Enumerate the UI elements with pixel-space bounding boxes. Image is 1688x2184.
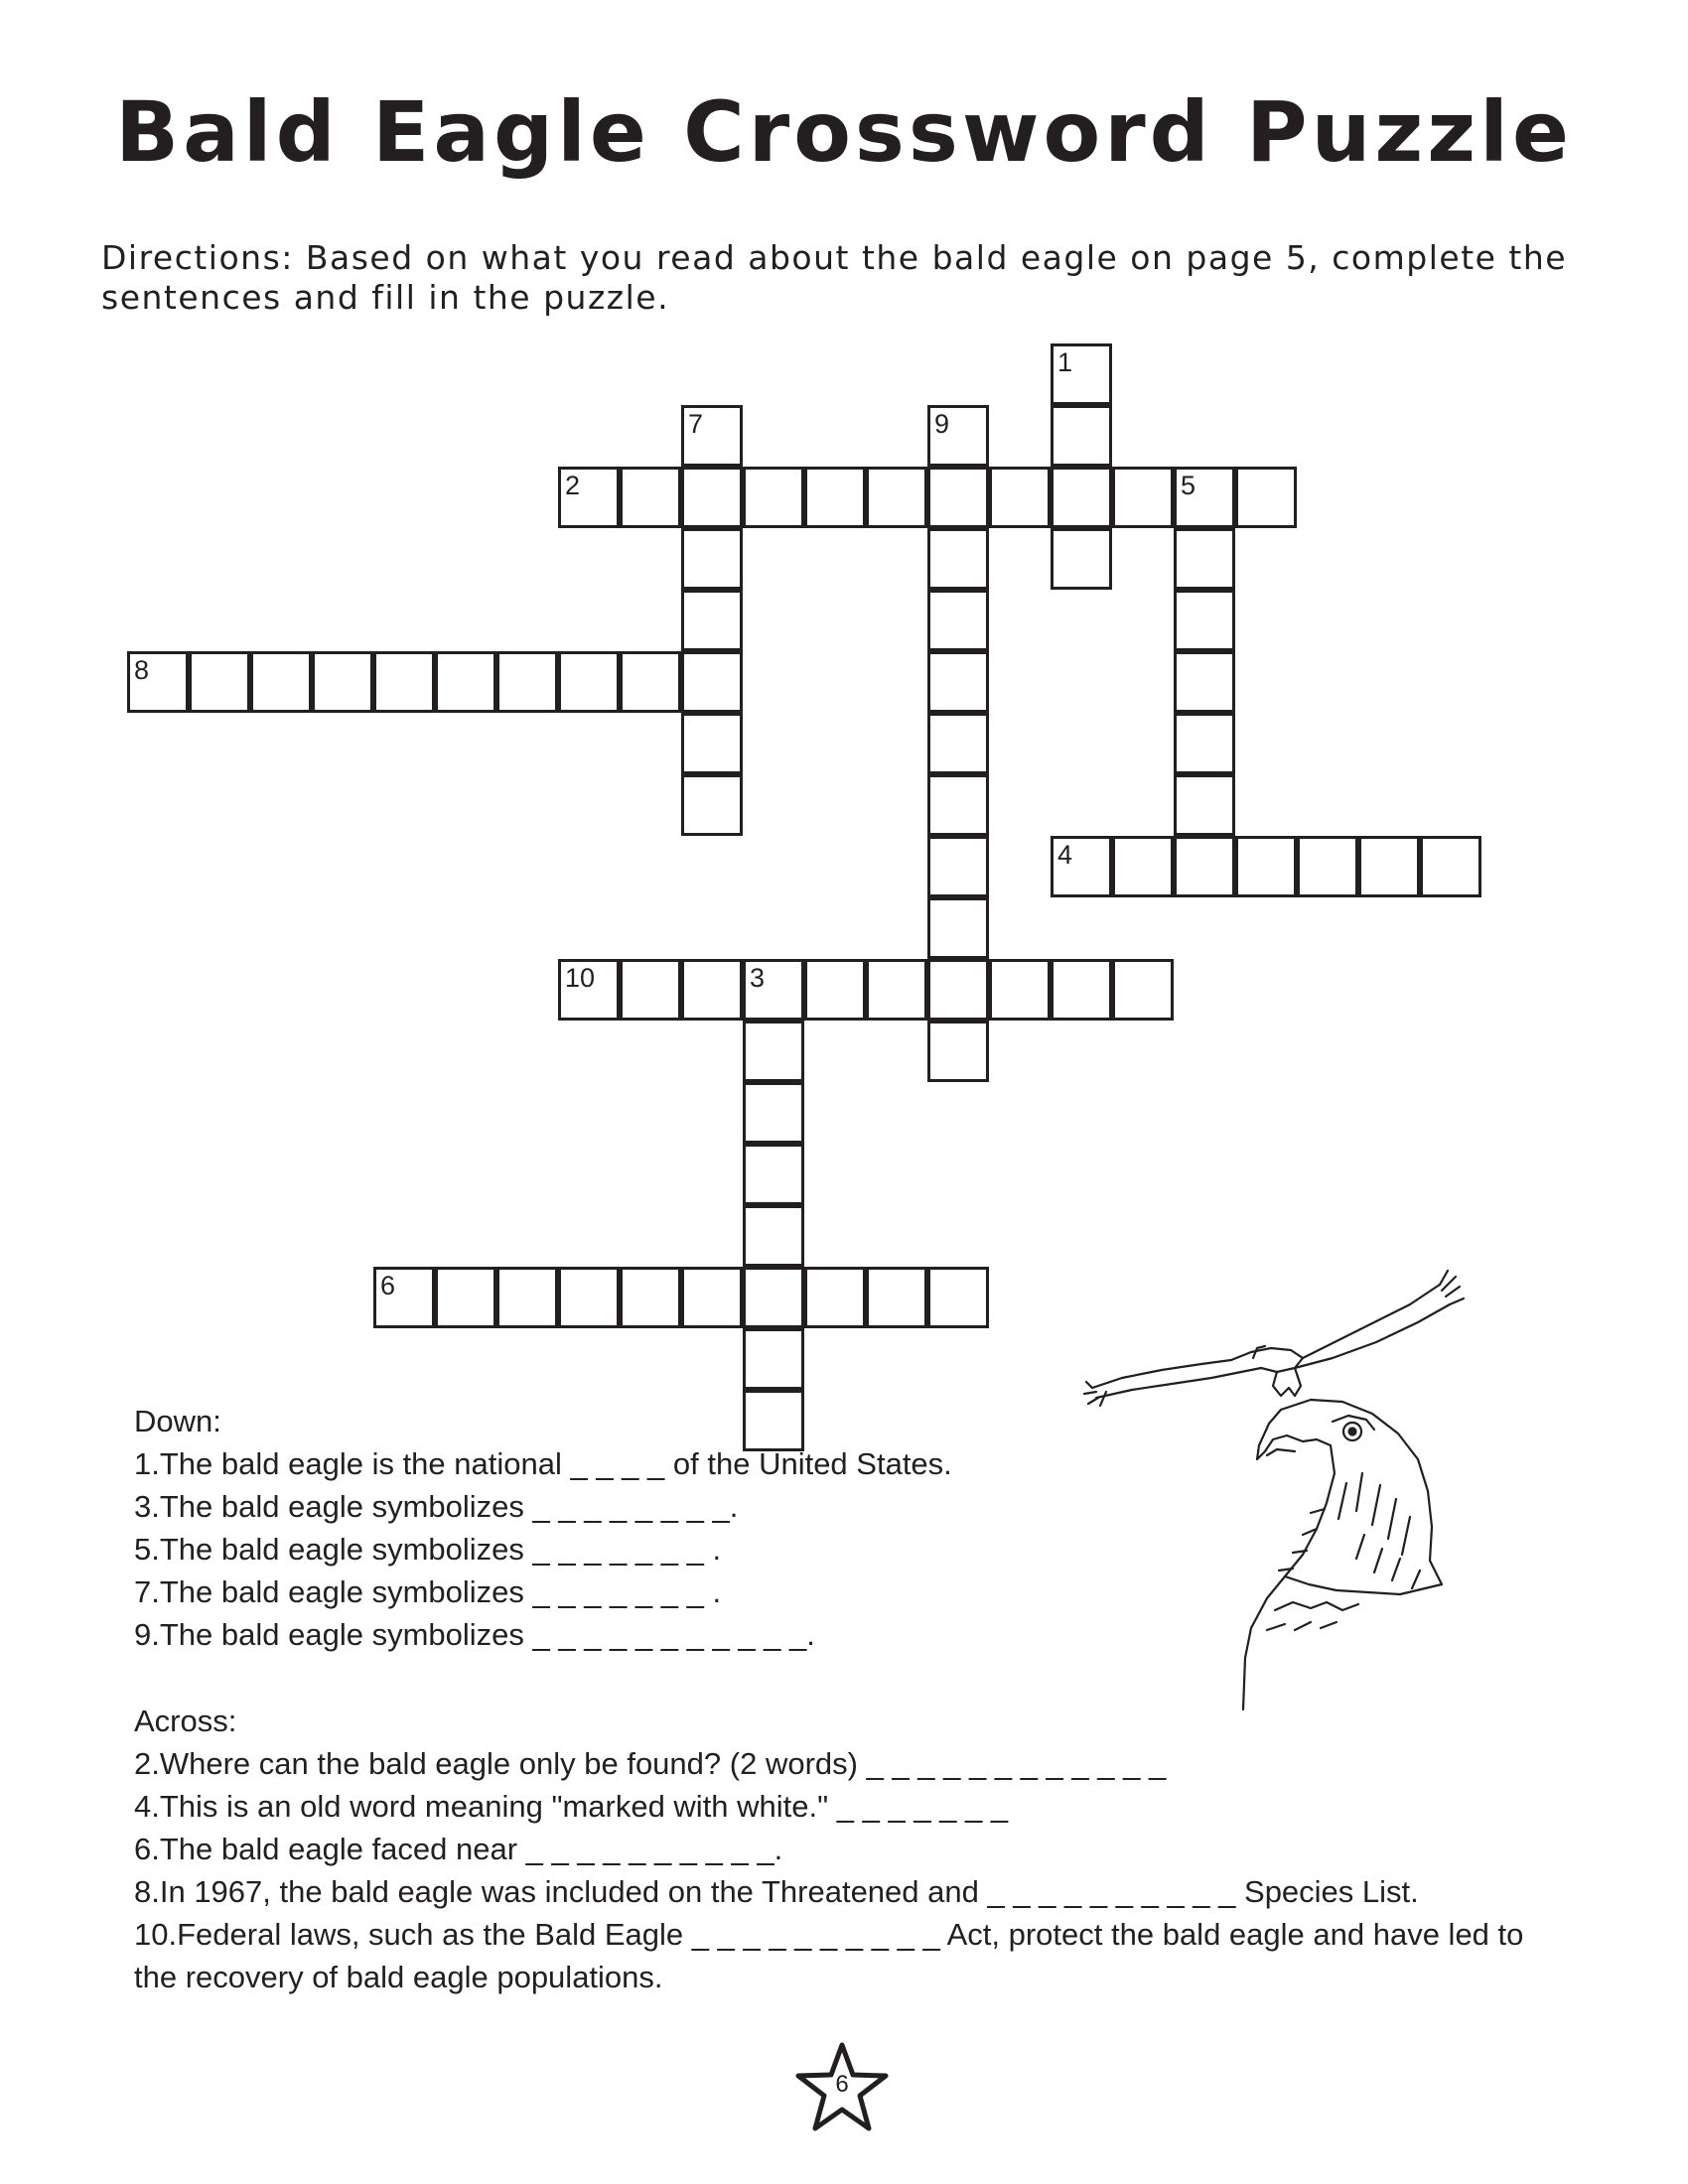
crossword-cell[interactable] <box>250 651 312 713</box>
crossword-cell[interactable] <box>373 651 435 713</box>
clue-number: 7 <box>688 409 704 439</box>
clue-number: 5 <box>1181 471 1196 500</box>
clue-number: 10 <box>565 963 596 993</box>
crossword-cell[interactable] <box>1297 836 1358 897</box>
across-clue-10: 10.Federal laws, such as the Bald Eagle _ _ _ _ _ _ _ _ _ _ Act, protect the bald eagle and have led to the recovery of bald eagle populations. <box>134 1917 1524 1994</box>
crossword-cell[interactable] <box>558 651 620 713</box>
crossword-cell[interactable] <box>743 1267 804 1328</box>
down-clue-9: 9.The bald eagle symbolizes _ _ _ _ _ _ _ _ _ _ _. <box>134 1617 815 1652</box>
down-clue-5: 5.The bald eagle symbolizes _ _ _ _ _ _ _ . <box>134 1532 722 1567</box>
crossword-cell[interactable] <box>1051 467 1112 528</box>
clue-number: 2 <box>565 471 581 500</box>
across-clue-8: 8.In 1967, the bald eagle was included on the Threatened and _ _ _ _ _ _ _ _ _ _ Species List. <box>134 1874 1419 1909</box>
crossword-cell[interactable] <box>743 467 804 528</box>
crossword-cell[interactable] <box>558 1267 620 1328</box>
crossword-cell[interactable] <box>681 651 743 713</box>
crossword-cell[interactable] <box>743 1328 804 1390</box>
crossword-cell[interactable] <box>927 1021 989 1082</box>
clue-number: 8 <box>134 655 150 685</box>
bald-eagle-drawing-icon <box>1082 1261 1499 1717</box>
crossword-cell[interactable] <box>620 467 681 528</box>
crossword-cell[interactable] <box>558 959 620 1021</box>
crossword-cell[interactable] <box>927 897 989 959</box>
crossword-cell[interactable] <box>927 836 989 897</box>
crossword-cell[interactable] <box>620 651 681 713</box>
crossword-cell[interactable] <box>620 1267 681 1328</box>
directions-text: Directions: Based on what you read about the bald eagle on page 5, complete the sentences and fill in the puzzle. <box>101 238 1568 317</box>
crossword-cell[interactable] <box>804 959 866 1021</box>
down-clue-1: 1.The bald eagle is the national _ _ _ _ of the United States. <box>134 1446 952 1481</box>
crossword-cell[interactable] <box>927 959 989 1021</box>
crossword-cell[interactable] <box>989 959 1051 1021</box>
crossword-cell[interactable] <box>1358 836 1420 897</box>
crossword-cell[interactable] <box>1051 959 1112 1021</box>
crossword-cell[interactable] <box>681 528 743 590</box>
flying-eagle-icon <box>1084 1271 1464 1406</box>
crossword-cell[interactable] <box>1420 836 1481 897</box>
crossword-cell[interactable] <box>1174 528 1235 590</box>
crossword-cell[interactable] <box>435 1267 496 1328</box>
crossword-cell[interactable] <box>1174 836 1235 897</box>
across-clue-2: 2.Where can the bald eagle only be found? (2 words) _ _ _ _ _ _ _ _ _ _ _ _ <box>134 1746 1167 1781</box>
crossword-cell[interactable] <box>743 1144 804 1205</box>
crossword-cell[interactable] <box>681 405 743 467</box>
crossword-cell[interactable] <box>681 590 743 651</box>
crossword-cell[interactable] <box>1112 836 1174 897</box>
crossword-cell[interactable] <box>804 467 866 528</box>
crossword-cell[interactable] <box>681 713 743 774</box>
clue-number: 3 <box>750 963 766 993</box>
across-heading: Across: <box>134 1704 237 1738</box>
crossword-cell[interactable] <box>620 959 681 1021</box>
page-number: 6 <box>835 2071 849 2098</box>
crossword-cell[interactable] <box>1051 405 1112 467</box>
crossword-cell[interactable] <box>927 405 989 467</box>
crossword-cell[interactable] <box>927 774 989 836</box>
crossword-cell[interactable] <box>866 1267 927 1328</box>
across-clue-6: 6.The bald eagle faced near _ _ _ _ _ _ _ _ _ _. <box>134 1832 783 1866</box>
crossword-cell[interactable] <box>558 467 620 528</box>
crossword-cell[interactable] <box>1174 774 1235 836</box>
crossword-cell[interactable] <box>927 590 989 651</box>
crossword-cell[interactable] <box>373 1267 435 1328</box>
crossword-cell[interactable] <box>743 1205 804 1267</box>
down-clue-7: 7.The bald eagle symbolizes _ _ _ _ _ _ _ . <box>134 1574 722 1609</box>
crossword-cell[interactable] <box>804 1267 866 1328</box>
crossword-cell[interactable] <box>743 1021 804 1082</box>
crossword-cell[interactable] <box>189 651 250 713</box>
crossword-cell[interactable] <box>1174 713 1235 774</box>
crossword-cell[interactable] <box>927 651 989 713</box>
crossword-cell[interactable] <box>989 467 1051 528</box>
crossword-cell[interactable] <box>927 713 989 774</box>
crossword-cell[interactable] <box>1235 467 1297 528</box>
crossword-cell[interactable] <box>927 1267 989 1328</box>
crossword-cell[interactable] <box>312 651 373 713</box>
crossword-cell[interactable] <box>681 774 743 836</box>
crossword-cell[interactable] <box>1174 590 1235 651</box>
clue-number: 4 <box>1057 840 1073 870</box>
across-clues <box>134 1700 1544 1998</box>
crossword-cell[interactable] <box>1051 343 1112 405</box>
down-clue-3: 3.The bald eagle symbolizes _ _ _ _ _ _ _ _. <box>134 1489 739 1524</box>
crossword-cell[interactable] <box>496 1267 558 1328</box>
crossword-cell[interactable] <box>496 651 558 713</box>
crossword-cell[interactable] <box>1112 959 1174 1021</box>
crossword-cell[interactable] <box>681 959 743 1021</box>
clue-number: 1 <box>1057 347 1073 377</box>
crossword-cell[interactable] <box>1112 467 1174 528</box>
crossword-cell[interactable] <box>681 1267 743 1328</box>
crossword-cell[interactable] <box>435 651 496 713</box>
across-clue-4: 4.This is an old word meaning "marked with white." _ _ _ _ _ _ _ <box>134 1789 1009 1824</box>
crossword-cell[interactable] <box>1051 836 1112 897</box>
crossword-cell[interactable] <box>743 1082 804 1144</box>
crossword-cell[interactable] <box>127 651 189 713</box>
crossword-cell[interactable] <box>866 959 927 1021</box>
page-title: Bald Eagle Crossword Puzzle <box>115 83 1573 181</box>
crossword-cell[interactable] <box>927 528 989 590</box>
crossword-cell[interactable] <box>1235 836 1297 897</box>
clue-number: 9 <box>934 409 950 439</box>
crossword-cell[interactable] <box>1174 651 1235 713</box>
crossword-cell[interactable] <box>743 959 804 1021</box>
clue-number: 6 <box>380 1271 396 1300</box>
crossword-cell[interactable] <box>866 467 927 528</box>
crossword-cell[interactable] <box>1174 467 1235 528</box>
eagle-head-icon <box>1243 1400 1442 1709</box>
crossword-cell[interactable] <box>681 467 743 528</box>
crossword-cell[interactable] <box>927 467 989 528</box>
down-heading: Down: <box>134 1404 221 1438</box>
crossword-cell[interactable] <box>1051 528 1112 590</box>
